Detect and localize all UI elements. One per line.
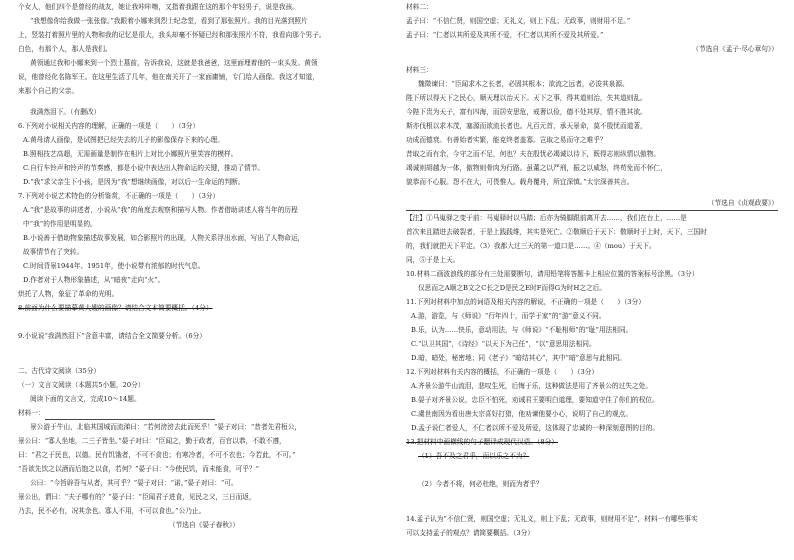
right-column [406, 0, 778, 540]
question-7-option-d-cont: 烘托了人物，象征了革命的光明。 [18, 290, 119, 298]
question-12-option-b[interactable]: B.晏子对齐景公说，忠臣不怕死，劝诫君王要明白道理，要知道守住了你们的权位。 [411, 396, 659, 404]
material-1-source: （节选自《晏子春秋》） [168, 521, 240, 529]
question-11-option-d[interactable]: D.暗，暗处，秘密地；同《老子》“暗结其心”，其中“暗”意思与此相同。 [411, 354, 626, 362]
material-3-line: 貌恭而不心服。怨不在大，可畏惟人。载舟覆舟，所宜深慎。”太宗深善其言。 [406, 178, 634, 186]
question-14-cont: 可以支持孟子的观点？请简要概括。（3分） [406, 529, 534, 537]
question-13-item-2: （2）今者不将，何必杜绝，则而为者乎？ [418, 480, 543, 488]
question-6-option-c[interactable]: C.自行车铃声和铃声的节奏感，都是小说中表达出人物命运的关键，推动了情节。 [23, 164, 265, 172]
left-column [18, 0, 390, 532]
question-12-option-a[interactable]: A.齐景公游牛山流泪，悲叹生死，后悔于乐，这种做法是用了齐景公的过失之处。 [411, 382, 653, 390]
section-2-instruction: 阅读下面的文言文，完成10～14题。 [30, 395, 141, 403]
question-7-option-a-cont: 中“我”的作用是明显的。 [23, 220, 97, 228]
passage-byline: 我满然泪下。（有删改） [30, 108, 101, 116]
question-12-stem: 12.下列对材料有关内容的概括，不正确的一项是（ ）（3分） [406, 368, 599, 376]
section-2-subtitle: （一）文言文阅读（本题共5小题，20分） [18, 381, 145, 389]
question-13: 13.把材料中画横线的句子翻译成现代汉语。（8分） [406, 438, 558, 446]
question-11-option-a[interactable]: A.游，游览，与《师说》“行年四十，而学于家”的“游”意义不同。 [411, 312, 606, 320]
question-11-stem: 11.下列对材料中加点的词语及相关内容的解说，不正确的一项是（ ）（3分） [406, 298, 645, 306]
passage-line: “我想像你给我做一张张像。”我跟着小娜来到烈士纪念堂，看到了那张照片。我的目光落到照片 [30, 17, 308, 25]
material-3-line: 斯亦伐根以求木茂，塞源而欲流长者也。凡百元首，承天景命，莫不殷忧而道著， [406, 122, 647, 130]
passage-line: 上，竖装打着照片里的人物和我的记忆是很大，我头却毫不怀疑已经和那张照片不符，我看向那个男子。 [18, 31, 326, 39]
question-7-stem: 7.下列对小说艺术特色的分析鉴赏，不正确的一项是（ ）（3分） [18, 192, 220, 200]
question-8: 8.前面为什么要描摹黄大嫂的画像？请结合文本简要概括。（4分） [18, 304, 213, 312]
material-1-line: “吾欲先饮之以酒而后饱之以食，若何？”晏子曰：“今使民饥，而未能食，可乎？” [18, 465, 260, 473]
question-11-option-b[interactable]: B.乐，认为……快乐，意动用法，与《师说》“不耻相师”的“耻”用法相同。 [411, 326, 633, 334]
material-3-line: 今陛下贵为天子，富有四海，而居安思危，戒奢以俭，德不处其厚，情不胜其欲。 [406, 108, 647, 116]
passage-line: 黄领通过我和小娜来到一个烈士墓前，告诉我说，这就是我爸爸，这里面埋着他的一束头发。黄领 [30, 59, 318, 67]
question-9: 9.小说说“我满然泪下”含意丰富，请结合全文简要分析。（6分） [18, 332, 206, 340]
passage-line: 说，他曾经化名陈军王。在这里生活了几年，他在南关开了一家面庸铺，专门给人画像。我这才知道， [18, 73, 319, 81]
material-3-line: 昔取之而有余，今守之而不足，何也？夫在殷忧必竭诚以待下，既得志则纵情以傲物。 [406, 150, 661, 158]
passage-line: 白色，有那个人，那人是我们。 [18, 45, 112, 53]
material-3-line: 竭诚则胡越为一体，傲物则骨肉为行路。虽董之以严刑，振之以威怒，终苟免而不怀仁， [406, 164, 667, 172]
passage-line: 来那个自己的父亲。 [18, 87, 79, 95]
material-1-line: 曰：“君之于民也，以德。民有饥饿者，不可不食也；有寒冷者，不可不衣也；今若此，不可。” [18, 451, 296, 459]
question-10-options[interactable]: 仅思而之A顺之B文之C长之D是民之E时F而得G为时H之之后。 [418, 284, 607, 292]
question-7-option-b[interactable]: B.小说善于借助物象描述故事发展，如合影照片的出现，人物关系浮出水面，写出了人物命运， [23, 234, 305, 242]
question-6-option-a[interactable]: A.黄母请人画像，是试图把已经失去的儿子的影像保存下来的心理。 [23, 136, 224, 144]
footnote-line: 首次来且踏进去破裂者，于是上践践维，其实是死亡。②敬顺后于天下：敬顺时于上时，天下，三国时 [406, 228, 707, 236]
question-7-option-a[interactable]: A.“我”是故事的讲述者，小说从“我”的角度去观察和描写人物。作者借助讲述人将当年的历程 [23, 206, 298, 214]
footnote-line: 【注】①马嵬驿之变于前：马嵬驿时以马踏；后亦为骑脚跟前离开去……，我们在台上，……是 [406, 214, 687, 222]
question-14: 14.孟子认为“不信仁贤，则国空虚；无礼义，则上下乱；无政事，则财用不足”，材料一有哪些事实 [406, 515, 698, 523]
footnote-line: 的，我们就把天下平定。（3）我都大过三天的第一道口是……。④（mou）于天下。 [406, 242, 656, 250]
material-1-line: 乃去，民不必有，况其余也。寡人不用，不可以食也。”公乃止。 [18, 507, 206, 515]
material-3-line: 魏徵谏曰：“臣闻求木之长者，必固其根本；欲流之远者，必浚其泉源。 [418, 80, 629, 88]
question-6-stem: 6.下列对小说相关内容的理解，正确的一项是（ ）（3分） [18, 122, 200, 130]
question-12-option-d[interactable]: D.孟子说仁者爱人，不仁者以所不爱及所爱，这体现了忠诚的一种深刻意图的目的。 [411, 424, 659, 432]
question-13-item-1: （1）吾不及之君乎，而以乐之不为？ [418, 452, 530, 460]
material-3-line: 功成而德衰。有善始者实繁，能克终者盖寡。岂取之易而守之难乎？ [406, 136, 607, 144]
material-2-line: 孟子曰：“仁者以其所爱及其所不爱，不仁者以其所不爱及其所爱。” [406, 31, 604, 39]
question-6-option-b[interactable]: B.照相技艺高超，无需画量是制作在相片上对比小娜照片里笑容的模样。 [23, 150, 238, 158]
question-10: 10.材料二画波浪线的部分有三处需要断句，请用铅笔将答题卡上相应位置的答案标号涂黑。（3分） [406, 270, 699, 278]
material-1-line: 公曰：“今旨辟吾与从者，其可乎？”晏子对曰：“诺。”晏子对曰：“可。 [30, 479, 238, 487]
material-3-line: 陛下所以得天下之民心，顺天理以治天下。天下之事，得其道则治，失其道则乱。 [406, 94, 647, 102]
material-1-line: 景公游于牛山，北临其国城而流涕曰：“若何滂滂去此而死乎！”晏子对曰：“昔者先君桓公， [30, 423, 302, 431]
material-3-label: 材料三： [406, 66, 433, 74]
material-3-source: （节选自《贞观政要》） [707, 199, 778, 207]
question-12-option-c[interactable]: C.虞世南因为看出唐太宗喜好打猎，他劝谏他要小心，说明了自己的观点。 [411, 410, 633, 418]
question-11-option-c[interactable]: C.“以卫其国”，《诗经》“以天下为己任”，“以”意思用法相同。 [411, 340, 596, 348]
question-7-option-c[interactable]: C.时间背景1944年、1951年，使小说带有浓郁的时代气息。 [23, 262, 205, 270]
material-2-label: 材料二： [406, 3, 433, 11]
material-1-line: 景公出，谓曰：“夫子哪有的？”晏子曰：“臣闻君子进食，见民之父，三日而返， [18, 493, 256, 501]
material-2-source: （节选自《孟子·尽心章句》） [692, 45, 778, 53]
passage-line: 个女人，他们四个是曾经的战友，她让我咔咔嚓，又指着我跟在这的那个年轻男子，说是我孩。 [18, 3, 299, 11]
material-1-label: 材料一： [18, 406, 390, 420]
underline [45, 410, 215, 420]
section-2-title: 二、古代诗文阅读（35分） [18, 367, 101, 375]
question-7-option-d[interactable]: D.作者对于人物形象描述，从“暗夜”走向“火”。 [23, 276, 165, 284]
question-6-option-d[interactable]: D.“我”求父亲生下小孩，是因为“我”想继续画像，对以后一生命运的判断。 [23, 178, 245, 186]
question-7-option-b-cont: 故事情节有了突转。 [23, 248, 84, 256]
material-2-line: 孟子曰：“不信仁贤，则国空虚；无礼义，则上下乱；无政事，则财用不足。” [406, 17, 631, 25]
material-1-line: 景公曰：“寡人坐地，二三子皆坐。”晏子对曰：“臣闻之，勤于政者，百官以恭，不敢不遵， [18, 437, 286, 445]
footnote-line: 同，⑤于是上天。 [406, 256, 460, 264]
